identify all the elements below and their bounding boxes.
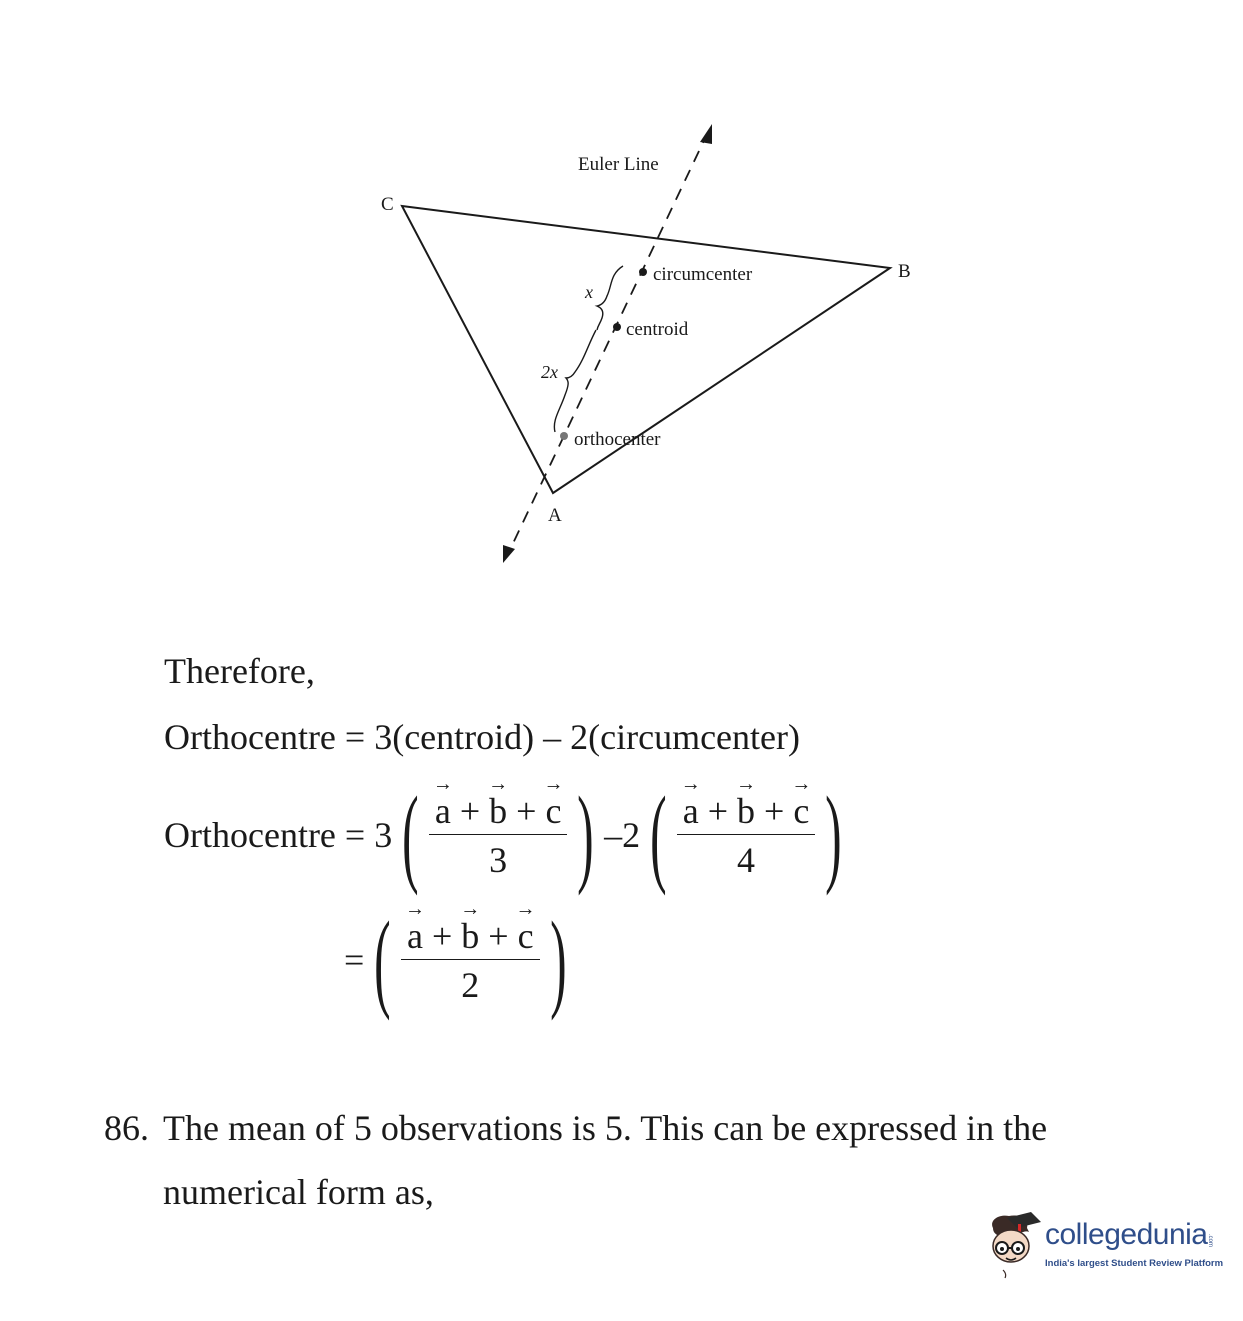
logo-suffix: .com <box>1207 1234 1213 1248</box>
plus-sign: + <box>516 790 537 831</box>
brace-x <box>597 266 623 330</box>
equals-sign: = <box>344 940 365 980</box>
question-number: 86. <box>104 1108 149 1148</box>
paren-close: ) <box>577 773 595 896</box>
question-line-2: numerical form as, <box>163 1172 434 1212</box>
segment-2x-label: 2x <box>541 362 558 382</box>
orthocenter-point <box>560 432 568 440</box>
minus-two: –2 <box>604 815 641 855</box>
vector-c: → c <box>545 790 561 832</box>
plus-sign: + <box>488 915 509 956</box>
vector-b: → b <box>461 915 479 957</box>
vector-c: → c <box>518 915 534 957</box>
vector-a: → a <box>435 790 451 832</box>
paren-close: ) <box>825 773 842 896</box>
numerator <box>429 790 568 835</box>
denominator: 2 <box>461 964 480 1005</box>
centroid-point <box>613 323 621 331</box>
orthocenter-label: orthocenter <box>574 429 661 450</box>
numerator <box>677 790 816 835</box>
vector-b: → b <box>737 790 755 832</box>
vector-b: → b <box>489 790 507 832</box>
vector-c: → c <box>793 790 809 832</box>
equation-result <box>344 898 576 1021</box>
vector-a: → a <box>407 915 423 957</box>
plus-sign: + <box>459 790 481 831</box>
paren-close: ) <box>549 898 567 1021</box>
mascot-icon <box>985 1212 1043 1282</box>
paren-open: ( <box>374 898 391 1021</box>
question-line-1: The mean of 5 observations is 5. This can be expressed in the <box>163 1108 1048 1148</box>
vertex-b-label: B <box>898 261 911 282</box>
therefore-text: Therefore, <box>164 651 315 691</box>
numerator <box>401 915 540 960</box>
vector-a: → a <box>683 790 699 832</box>
fraction-centroid <box>429 790 568 881</box>
arrow-head-top-icon <box>700 124 712 144</box>
circumcenter-label: circumcenter <box>653 264 753 285</box>
equation-orthocentre-relation: Orthocentre = 3(centroid) – 2(circumcenter) <box>164 717 800 757</box>
euler-line <box>507 132 708 556</box>
logo-wordmark: collegedunia <box>1045 1218 1208 1251</box>
equation-orthocentre-vectors <box>164 773 852 896</box>
plus-sign: + <box>707 790 729 831</box>
plus-sign: + <box>431 915 453 956</box>
euler-line-diagram <box>0 0 1243 600</box>
arrow-head-bottom-icon <box>503 545 515 563</box>
denominator: 3 <box>489 839 508 880</box>
segment-x-label: x <box>585 282 593 302</box>
vertex-a-label: A <box>548 505 562 526</box>
vertex-c-label: C <box>381 194 394 215</box>
equation-lhs: Orthocentre = 3 <box>164 815 393 855</box>
denominator: 4 <box>737 839 756 880</box>
paren-open: ( <box>402 773 419 896</box>
fraction-circumcenter <box>677 790 816 881</box>
logo-tagline: India's largest Student Review Platform <box>1045 1258 1224 1269</box>
collegedunia-logo <box>985 1212 1224 1282</box>
centroid-label: centroid <box>626 319 689 340</box>
plus-sign: + <box>764 790 785 831</box>
fraction-result <box>401 915 540 1006</box>
euler-line-label: Euler Line <box>578 154 659 175</box>
circumcenter-point <box>639 268 647 276</box>
paren-open: ( <box>650 773 667 896</box>
